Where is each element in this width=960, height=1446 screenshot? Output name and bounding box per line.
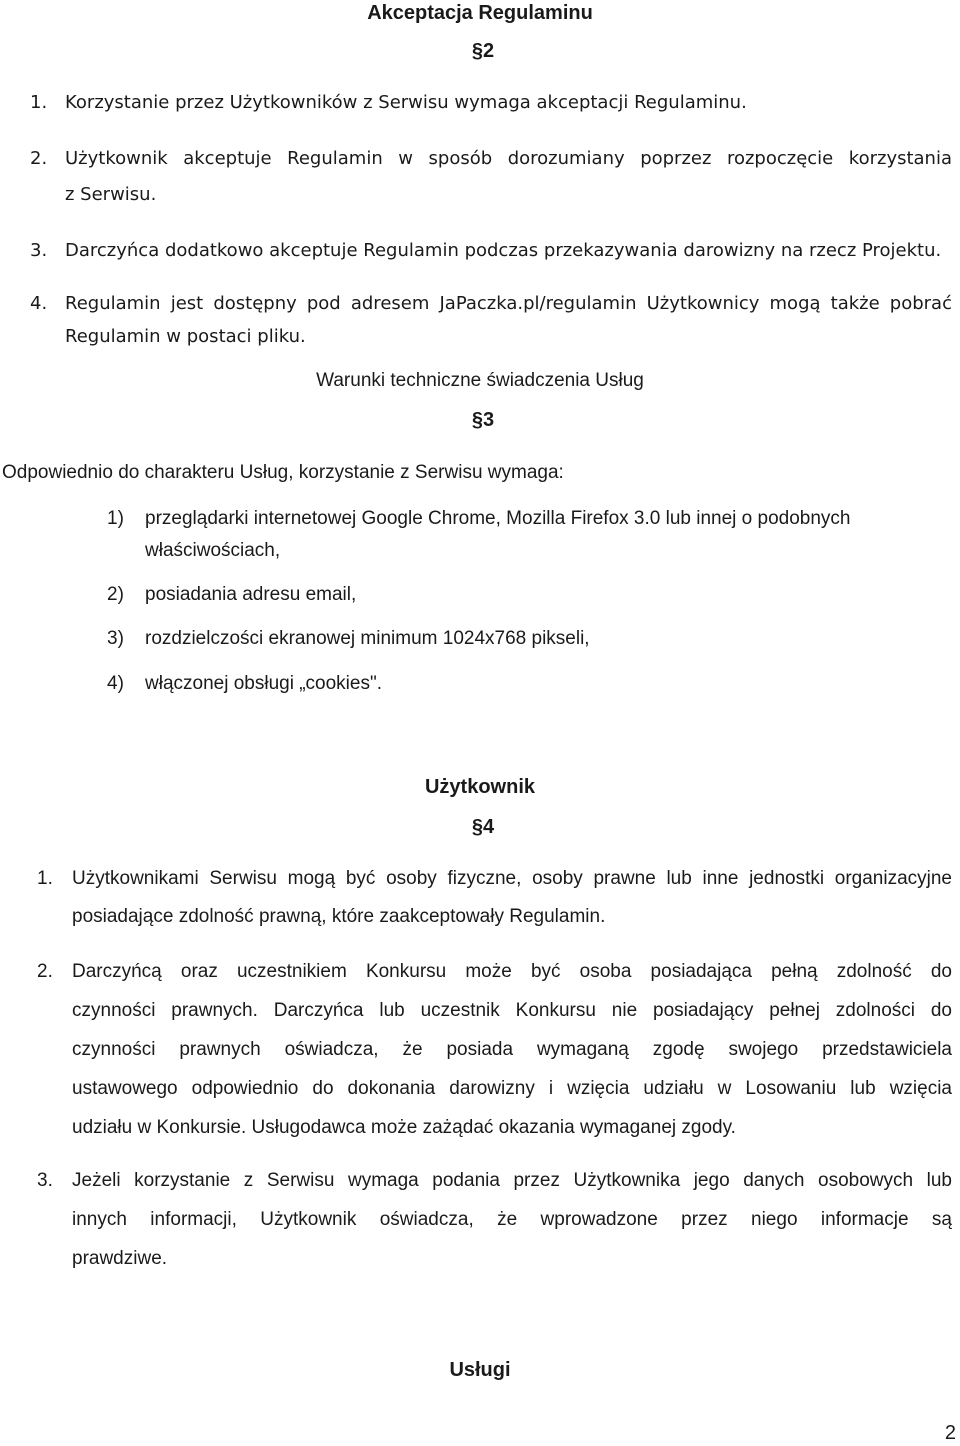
list-item-number: 4) [107, 673, 124, 694]
list-item-text-continued: prawdziwe. [72, 1248, 168, 1269]
section-title-services: Usługi [449, 1359, 511, 1381]
list-item-text-continued: Regulamin w postaci pliku. [65, 326, 306, 347]
list-item-text: Korzystanie przez Użytkowników z Serwisu wymaga akceptacji Regulaminu. [65, 92, 747, 113]
paragraph-mark-3: §3 [471, 409, 495, 431]
list-item-text: Darczyńca dodatkowo akceptuje Regulamin podczas przekazywania darowizny na rzecz Projektu. [65, 240, 942, 261]
list-item-text: Regulamin jest dostępny pod adresem JaPaczka.pl/regulamin Użytkownicy mogą także pobrać [65, 293, 952, 314]
list-item-text: rozdzielczości ekranowej minimum 1024x768 pikseli, [145, 628, 590, 649]
list-item-text-continued: czynności prawnych. Darczyńca lub uczestnik Konkursu nie posiadający pełnej zdolności do [72, 1000, 952, 1021]
technical-intro: Odpowiednio do charakteru Usług, korzystanie z Serwisu wymaga: [2, 462, 564, 483]
list-item-number: 1) [107, 508, 124, 529]
list-item-text: włączonej obsługi „cookies". [145, 673, 382, 694]
list-item-number: 1. [37, 868, 53, 889]
list-item-number: 1. [30, 92, 48, 113]
list-item-number: 3) [107, 628, 124, 649]
list-item-number: 4. [30, 293, 48, 314]
list-item-text: Darczyńcą oraz uczestnikiem Konkursu może być osoba posiadająca pełną zdolność do [72, 961, 952, 982]
list-item-text-continued: ustawowego odpowiednio do dokonania darowizny i wzięcia udziału w Losowaniu lub wzięcia [72, 1078, 952, 1099]
list-item-number: 2. [37, 961, 53, 982]
paragraph-mark-4: §4 [471, 816, 495, 838]
list-item-text-continued: czynności prawnych oświadcza, że posiada wymaganą zgodę swojego przedstawiciela [72, 1039, 952, 1060]
list-item-text-continued: z Serwisu. [65, 184, 157, 205]
list-item-text: posiadania adresu email, [145, 584, 357, 605]
list-item-number: 2) [107, 584, 124, 605]
page-number: 2 [944, 1422, 956, 1444]
list-item-text: Użytkownikami Serwisu mogą być osoby fizyczne, osoby prawne lub inne jednostki organizacyjne [72, 868, 952, 889]
paragraph-mark-2: §2 [471, 40, 495, 62]
list-item-text-continued: posiadające zdolność prawną, które zaakceptowały Regulamin. [72, 906, 606, 927]
list-item-text-continued: udziału w Konkursie. Usługodawca może zażądać okazania wymaganej zgody. [72, 1117, 736, 1138]
list-item-number: 2. [30, 148, 48, 169]
list-item-text-continued: właściwościach, [145, 540, 281, 561]
section-title-acceptance: Akceptacja Regulaminu [367, 2, 593, 24]
list-item-number: 3. [37, 1170, 53, 1191]
list-item-text: Jeżeli korzystanie z Serwisu wymaga podania przez Użytkownika jego danych osobowych lub [72, 1170, 952, 1191]
section-title-technical-text: Warunki techniczne świadczenia Usług [316, 370, 644, 391]
list-item-text-continued: innych informacji, Użytkownik oświadcza, że wprowadzone przez niego informacje są [72, 1209, 952, 1230]
section-title-technical [0, 370, 960, 392]
list-item-text: Użytkownik akceptuje Regulamin w sposób dorozumiany poprzez rozpoczęcie korzystania [65, 148, 952, 169]
section-title-user: Użytkownik [424, 776, 536, 798]
list-item-text: przeglądarki internetowej Google Chrome, Mozilla Firefox 3.0 lub innej o podobnych [145, 508, 851, 529]
list-item-number: 3. [30, 240, 48, 261]
